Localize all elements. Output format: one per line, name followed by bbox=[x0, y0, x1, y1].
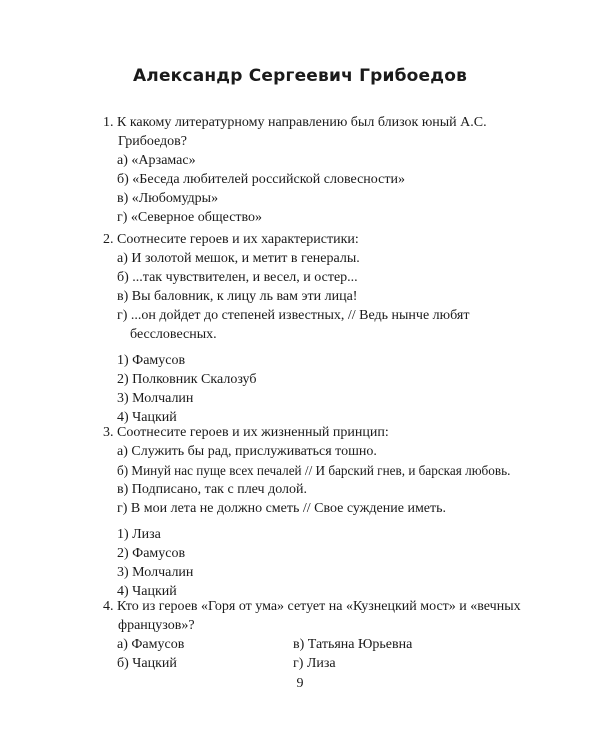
question-4-option-a: а) Фамусов bbox=[117, 637, 185, 652]
question-4-options-row-1 bbox=[103, 635, 523, 654]
question-4-option-b: б) Чацкий bbox=[117, 656, 177, 671]
question-3-option-a: а) Служить бы рад, прислуживаться тошно. bbox=[117, 444, 377, 459]
question-2-answer-3: 3) Молчалин bbox=[117, 391, 194, 406]
question-1-text: 1. К какому литературному направлению был близок юный А.С. Грибоедов? bbox=[103, 115, 487, 149]
question-2-answer-2: 2) Полковник Скалозуб bbox=[117, 372, 257, 387]
question-3 bbox=[103, 423, 523, 601]
question-4-options-row-2 bbox=[103, 654, 523, 673]
question-3-option-g: г) В мои лета не должно сметь // Свое суждение иметь. bbox=[117, 501, 447, 516]
question-1-option-g: г) «Северное общество» bbox=[117, 210, 263, 225]
question-2 bbox=[103, 230, 523, 427]
question-1-option-v: в) «Любомудры» bbox=[117, 191, 219, 206]
question-3-answer-4: 4) Чацкий bbox=[117, 584, 177, 599]
question-2-text: 2. Соотнесите героев и их характеристики: bbox=[103, 232, 359, 247]
question-4-option-g: г) Лиза bbox=[293, 656, 336, 671]
question-3-answer-3: 3) Молчалин bbox=[117, 565, 194, 580]
question-2-option-g: г) ...он дойдет до степеней известных, // Ведь нынче любят бессловесных. bbox=[117, 308, 470, 342]
question-2-option-v: в) Вы баловник, к лицу ль вам эти лица! bbox=[117, 289, 358, 304]
question-3-answer-1: 1) Лиза bbox=[117, 527, 161, 542]
question-4 bbox=[103, 597, 523, 673]
question-2-option-b: б) ...так чувствителен, и весел, и остер... bbox=[117, 270, 358, 285]
question-1-option-a: а) «Арзамас» bbox=[117, 153, 196, 168]
question-2-answer-1: 1) Фамусов bbox=[117, 353, 186, 368]
question-3-text: 3. Соотнесите героев и их жизненный принцип: bbox=[103, 425, 389, 440]
page-number: 9 bbox=[296, 676, 304, 691]
question-3-option-b: б) Минуй нас пуще всех печалей // И барский гнев, и барская любовь. bbox=[117, 463, 511, 478]
question-2-answer-4: 4) Чацкий bbox=[117, 410, 177, 425]
question-4-option-v: в) Татьяна Юрьевна bbox=[293, 637, 413, 652]
question-2-option-a: а) И золотой мешок, и метит в генералы. bbox=[117, 251, 360, 266]
question-3-option-v: в) Подписано, так с плеч долой. bbox=[117, 482, 307, 497]
question-1-option-b: б) «Беседа любителей российской словесности» bbox=[117, 172, 405, 187]
page-title: Александр Сергеевич Грибоедов bbox=[132, 66, 468, 86]
question-1 bbox=[103, 113, 523, 227]
question-3-answer-2: 2) Фамусов bbox=[117, 546, 186, 561]
question-4-text: 4. Кто из героев «Горя от ума» сетует на «Кузнецкий мост» и «вечных французов»? bbox=[103, 599, 521, 633]
